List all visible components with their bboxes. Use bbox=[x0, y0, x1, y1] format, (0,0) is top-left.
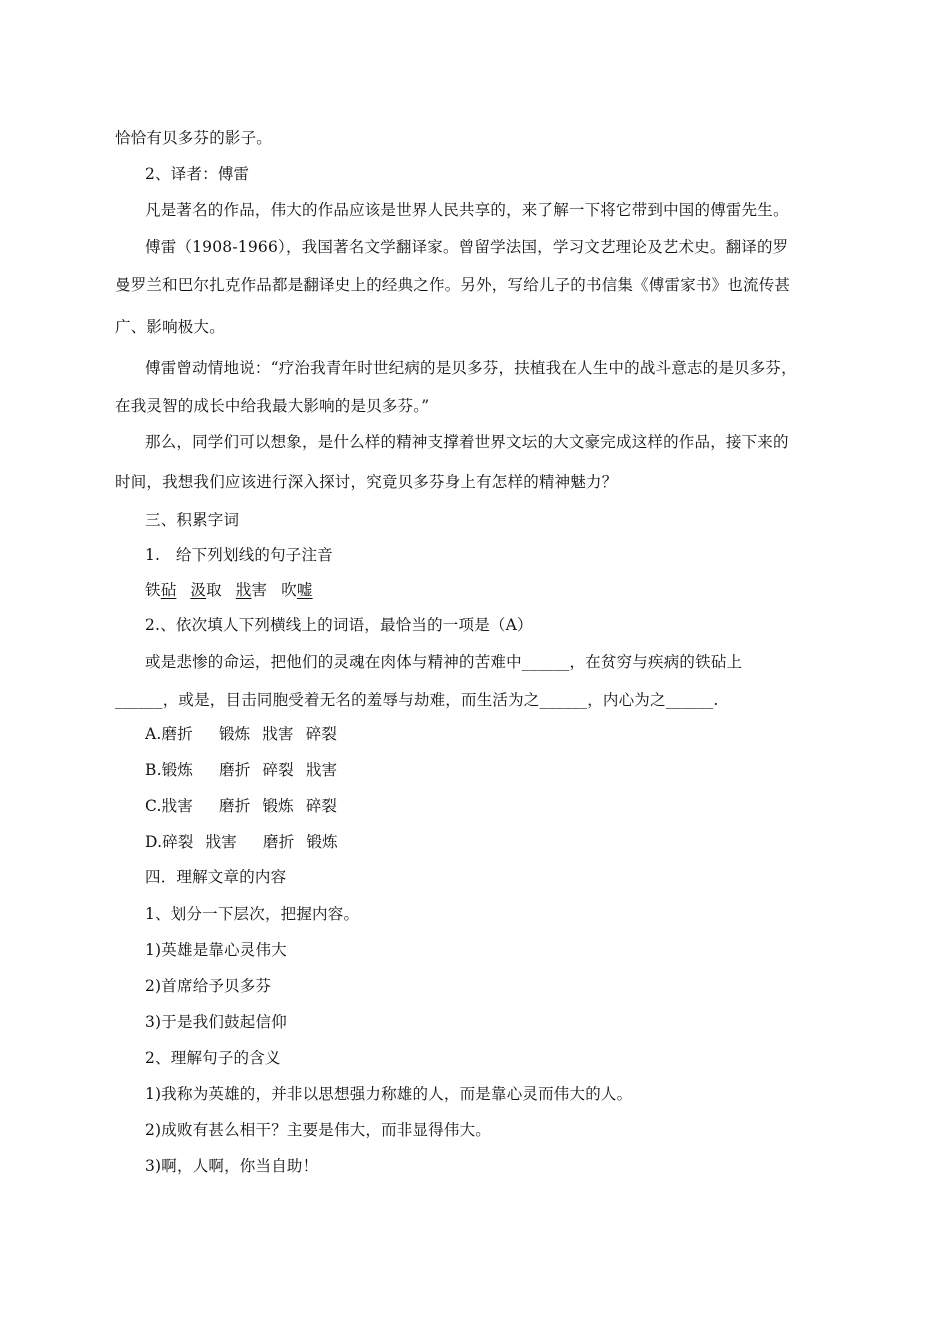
paragraph-line: 凡是著名的作品，伟大的作品应该是世界人民共享的，来了解一下将它带到中国的傅雷先生。 bbox=[145, 201, 789, 219]
vocab-word-underlined: 砧 bbox=[160, 581, 177, 599]
question-2: 2.、依次填人下列横线上的词语，最恰当的一项是（A） bbox=[145, 616, 533, 634]
list-item: 2)成败有甚么相干？主要是伟大，而非显得伟大。 bbox=[145, 1121, 492, 1139]
list-item: 3)于是我们鼓起信仰 bbox=[145, 1013, 287, 1031]
paragraph-line: 时间，我想我们应该进行深入探讨，究竟贝多芬身上有怎样的精神魅力？ bbox=[115, 473, 618, 491]
list-item: 1)我称为英雄的，并非以思想强力称雄的人，而是靠心灵而伟大的人。 bbox=[145, 1085, 633, 1103]
option-c: C.戕害 磨折 锻炼 碎裂 bbox=[145, 797, 338, 815]
section-heading-vocabulary: 三、积累字词 bbox=[145, 511, 240, 529]
subheading: 2、理解句子的含义 bbox=[145, 1049, 281, 1067]
subheading: 1、划分一下层次，把握内容。 bbox=[145, 905, 360, 923]
option-label: A. bbox=[145, 725, 162, 743]
paragraph-line: 傅雷曾动情地说：“疗治我青年时世纪病的是贝多芬，扶植我在人生中的战斗意志的是贝多芬， bbox=[145, 359, 797, 377]
vocab-word-plain: 取 bbox=[206, 581, 222, 599]
section-heading-content: 四．理解文章的内容 bbox=[145, 868, 287, 886]
option-b: B.锻炼 磨折 碎裂 戕害 bbox=[145, 761, 338, 779]
question-1: 1. 给下列划线的句子注音 bbox=[145, 546, 333, 564]
option-label: B. bbox=[145, 761, 162, 779]
option-a: A.磨折 锻炼 戕害 碎裂 bbox=[145, 725, 338, 743]
paragraph-line: 广、影响极大。 bbox=[115, 318, 225, 336]
list-item: 1)英雄是靠心灵伟大 bbox=[145, 941, 287, 959]
vocab-word-underlined: 汲 bbox=[190, 581, 207, 599]
paragraph-line: 在我灵智的成长中给我最大影响的是贝多芬。” bbox=[115, 397, 430, 415]
paragraph-line: 恰恰有贝多芬的影子。 bbox=[115, 129, 273, 147]
paragraph-line: 曼罗兰和巴尔扎克作品都是翻译史上的经典之作。另外，写给儿子的书信集《傅雷家书》也流传甚 bbox=[115, 276, 791, 294]
vocab-words-line bbox=[145, 580, 313, 600]
list-item: 2)首席给予贝多芬 bbox=[145, 977, 272, 995]
paragraph-line: 傅雷（1908-1966），我国著名文学翻译家。曾留学法国，学习文艺理论及艺术史。翻译的罗 bbox=[145, 238, 789, 256]
vocab-word-underlined: 戕 bbox=[235, 581, 252, 599]
vocab-word-plain: 铁 bbox=[145, 581, 161, 599]
section-heading-translator: 2、译者：傅雷 bbox=[145, 165, 250, 183]
fill-blank-line: ______，或是，目击同胞受着无名的羞辱与劫难，而生活为之______，内心为之______. bbox=[115, 691, 719, 709]
vocab-word-plain: 吹 bbox=[281, 581, 297, 599]
fill-blank-line: 或是悲惨的命运，把他们的灵魂在肉体与精神的苦难中______，在贫穷与疾病的铁砧上 bbox=[145, 653, 743, 671]
vocab-word-underlined: 嘘 bbox=[296, 581, 313, 599]
paragraph-line: 那么，同学们可以想象，是什么样的精神支撑着世界文坛的大文豪完成这样的作品，接下来的 bbox=[145, 433, 789, 451]
option-label: D. bbox=[145, 833, 163, 851]
list-item: 3)啊，人啊，你当自助！ bbox=[145, 1157, 319, 1175]
option-label: C. bbox=[145, 797, 162, 815]
option-d: D.碎裂 戕害 磨折 锻炼 bbox=[145, 833, 338, 851]
vocab-word-plain: 害 bbox=[251, 581, 268, 599]
